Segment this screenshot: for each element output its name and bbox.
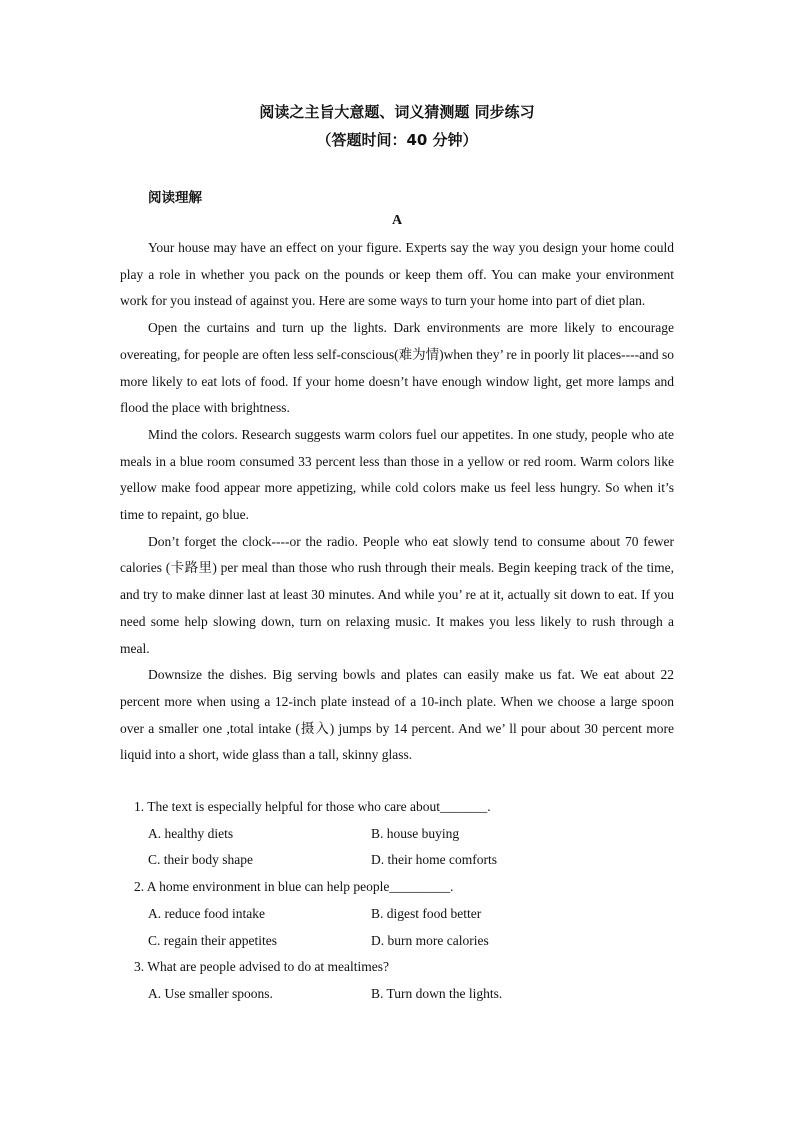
option-row — [120, 847, 674, 874]
question-stem: 2. A home environment in blue can help people_________. — [134, 879, 454, 895]
question — [120, 954, 674, 1007]
option-d: D. burn more calories — [371, 932, 489, 948]
option-a: A. healthy diets — [148, 825, 234, 841]
option-c: C. regain their appetites — [148, 932, 277, 948]
option-d: D. their home comforts — [371, 852, 497, 868]
passage-body — [120, 235, 674, 769]
option-a: A. Use smaller spoons. — [148, 985, 273, 1001]
option-b: B. Turn down the lights. — [371, 985, 503, 1001]
option-row — [120, 901, 674, 928]
question — [120, 794, 674, 874]
paragraph: Don’t forget the clock----or the radio. People who eat slowly tend to consume about 70 fewer calories (卡路里) per meal than those who rush through their meals. Begin keeping track of the time, and try to make dinner last at least 30 minutes. And while you’ re at it, actually sit down to eat. If you need some help slowing down, turn on relaxing music. It makes you less likely to rush through a meal. — [120, 533, 674, 656]
paragraph: Downsize the dishes. Big serving bowls and plates can easily make us fat. We eat about 22 percent more when using a 12-inch plate instead of a 10-inch plate. When we choose a large spoon over a smaller one ,total intake (摄入) jumps by 14 percent. And we’ ll pour about 30 percent more liquid into a short, wide glass than a tall, skinny glass. — [120, 667, 674, 763]
page-title: 阅读之主旨大意题、词义猜测题 同步练习 — [259, 103, 535, 121]
question-stem: 3. What are people advised to do at mealtimes? — [134, 959, 390, 975]
question — [120, 874, 674, 954]
option-row — [120, 928, 674, 955]
question-list — [120, 794, 674, 1008]
option-b: B. house buying — [371, 825, 460, 841]
paragraph: Open the curtains and turn up the lights. Dark environments are more likely to encourage overeating, for people are often less self-conscious(难为情)when they’ re in poorly lit places----and so more likely to eat lots of food. If your home doesn’t have enough window light, get more lamps and flood the place with brightness. — [120, 320, 674, 416]
paragraph: Mind the colors. Research suggests warm colors fuel our appetites. In one study, people who ate meals in a blue room consumed 33 percent less than those in a yellow or red room. Warm colors like yellow make food appear more appetizing, while cold colors make us feel less hungry. So when it’s time to repaint, go blue. — [120, 426, 674, 523]
question-stem: 1. The text is especially helpful for those who care about_______. — [134, 799, 491, 814]
option-c: C. their body shape — [148, 852, 253, 868]
page-subtitle: （答题时间：40 分钟） — [316, 131, 478, 149]
option-row — [120, 821, 674, 848]
option-b: B. digest food better — [371, 905, 482, 921]
section-heading: 阅读理解 — [148, 190, 202, 206]
option-row — [120, 981, 674, 1008]
passage-label: A — [391, 213, 403, 228]
paragraph: Your house may have an effect on your figure. Experts say the way you design your home could play a role in whether you pack on the pounds or keep them off. You can make your environment work for you instead of against you. Here are some ways to turn your home into part of diet plan. — [120, 240, 674, 309]
option-a: A. reduce food intake — [148, 905, 265, 921]
